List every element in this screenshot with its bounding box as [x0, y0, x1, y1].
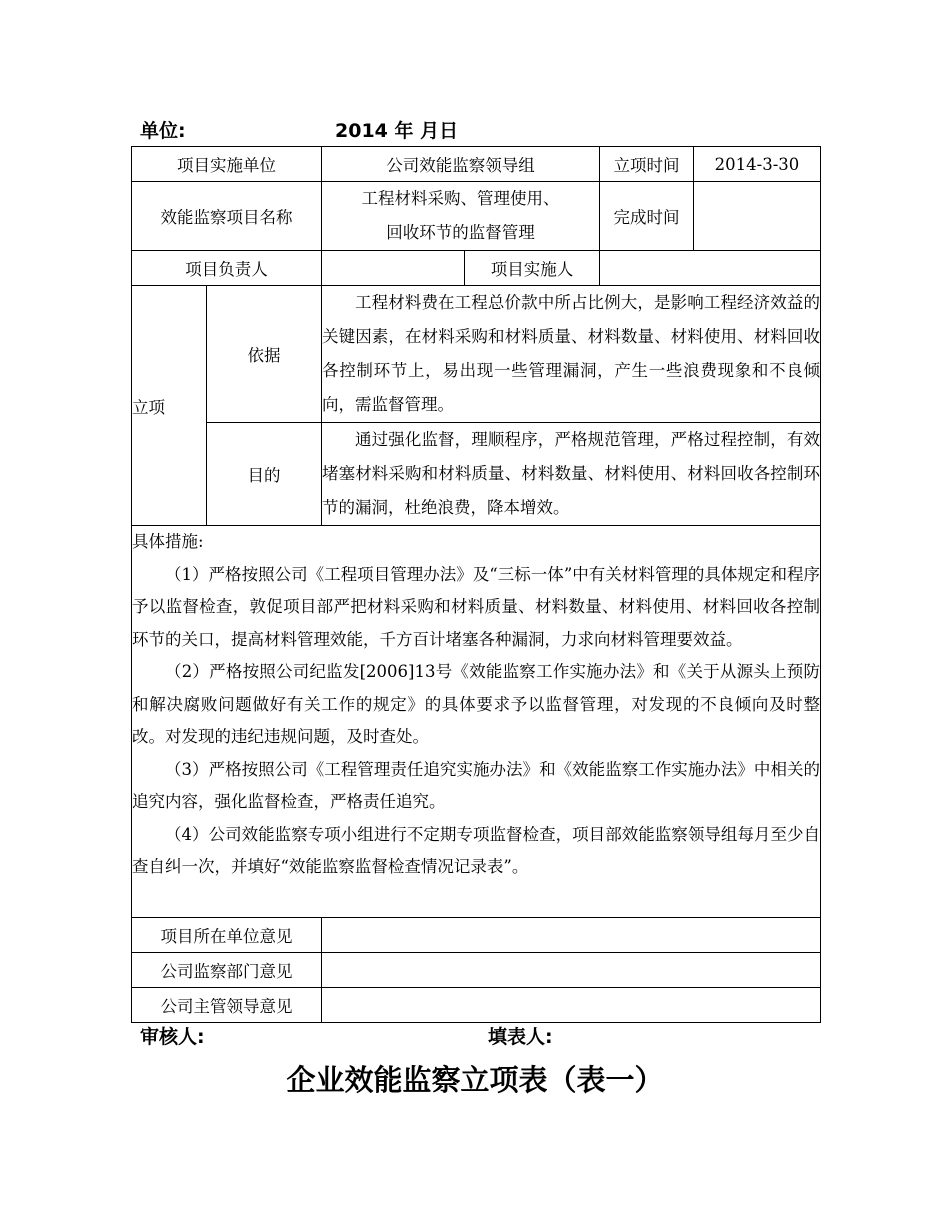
measure-item-3: （3）严格按照公司《工程管理责任追究实施办法》和《效能监察工作实施办法》中相关的追究内容，强化监督检查，严格责任追究。	[132, 759, 820, 811]
measures-cell	[132, 526, 821, 918]
measure-item-1: （1）严格按照公司《工程项目管理办法》及“三标一体”中有关材料管理的具体规定和程序予以监督检查，敦促项目部严把材料采购和材料质量、材料数量、材料使用、材料回收各控制环节的关口，提高材料管理效能，千方百计堵塞各种漏洞，力求向材料管理要效益。	[132, 564, 820, 649]
opinion-leader-value[interactable]	[322, 988, 821, 1023]
project-name-label: 效能监察项目名称	[132, 182, 322, 251]
date-text: 2014 年 月日	[335, 120, 459, 142]
row-measures	[132, 526, 821, 918]
unit-label: 单位:	[140, 120, 186, 142]
row-opinion-unit	[132, 918, 821, 953]
finish-time-label: 完成时间	[600, 182, 694, 251]
impl-unit-value[interactable]: 公司效能监察领导组	[322, 147, 600, 182]
row-purpose	[132, 423, 821, 526]
implementer-value[interactable]	[600, 251, 821, 286]
filler-label: 填表人:	[488, 1026, 553, 1048]
row-opinion-dept	[132, 953, 821, 988]
row-leader	[132, 251, 821, 286]
measures-heading: 具体措施:	[132, 532, 204, 551]
basis-text: 工程材料费在工程总价款中所占比例大，是影响工程经济效益的关键因素，在材料采购和材料质量、材料数量、材料使用、材料回收各控制环节上，易出现一些管理漏洞，产生一些浪费现象和不良倾向，需监督管理。	[322, 286, 821, 423]
project-form-table	[131, 146, 821, 1023]
reviewer-label: 审核人:	[140, 1026, 205, 1048]
start-time-value[interactable]: 2014-3-30	[694, 147, 821, 182]
opinion-dept-label: 公司监察部门意见	[132, 953, 322, 988]
measure-item-4: （4）公司效能监察专项小组进行不定期专项监督检查，项目部效能监察领导组每月至少自查自纠一次，并填好“效能监察监督检查情况记录表”。	[132, 824, 820, 876]
row-opinion-leader	[132, 988, 821, 1023]
document-title: 企业效能监察立项表（表一）	[286, 1063, 664, 1097]
basis-label: 依据	[207, 286, 322, 423]
lixiang-label: 立项	[132, 286, 207, 526]
implementer-label: 项目实施人	[465, 251, 600, 286]
purpose-label: 目的	[207, 423, 322, 526]
project-name-line2: 回收环节的监督管理	[386, 223, 535, 242]
opinion-unit-label: 项目所在单位意见	[132, 918, 322, 953]
start-time-label: 立项时间	[600, 147, 694, 182]
project-name-value[interactable]	[322, 182, 600, 251]
purpose-text: 通过强化监督，理顺程序，严格规范管理，严格过程控制，有效堵塞材料采购和材料质量、材料数量、材料使用、材料回收各控制环节的漏洞，杜绝浪费，降本增效。	[322, 423, 821, 526]
leader-label: 项目负责人	[132, 251, 322, 286]
opinion-dept-value[interactable]	[322, 953, 821, 988]
row-impl-unit	[132, 147, 821, 182]
opinion-unit-value[interactable]	[322, 918, 821, 953]
row-project-name	[132, 182, 821, 251]
row-basis	[132, 286, 821, 423]
project-name-line1: 工程材料采购、管理使用、	[361, 189, 560, 208]
leader-value[interactable]	[322, 251, 465, 286]
impl-unit-label: 项目实施单位	[132, 147, 322, 182]
opinion-leader-label: 公司主管领导意见	[132, 988, 322, 1023]
finish-time-value[interactable]	[694, 182, 821, 251]
measure-item-2: （2）严格按照公司纪监发[2006]13号《效能监察工作实施办法》和《关于从源头上预防和解决腐败问题做好有关工作的规定》的具体要求予以监督管理，对发现的不良倾向及时整改。对发现的违纪违规问题，及时查处。	[132, 662, 820, 746]
